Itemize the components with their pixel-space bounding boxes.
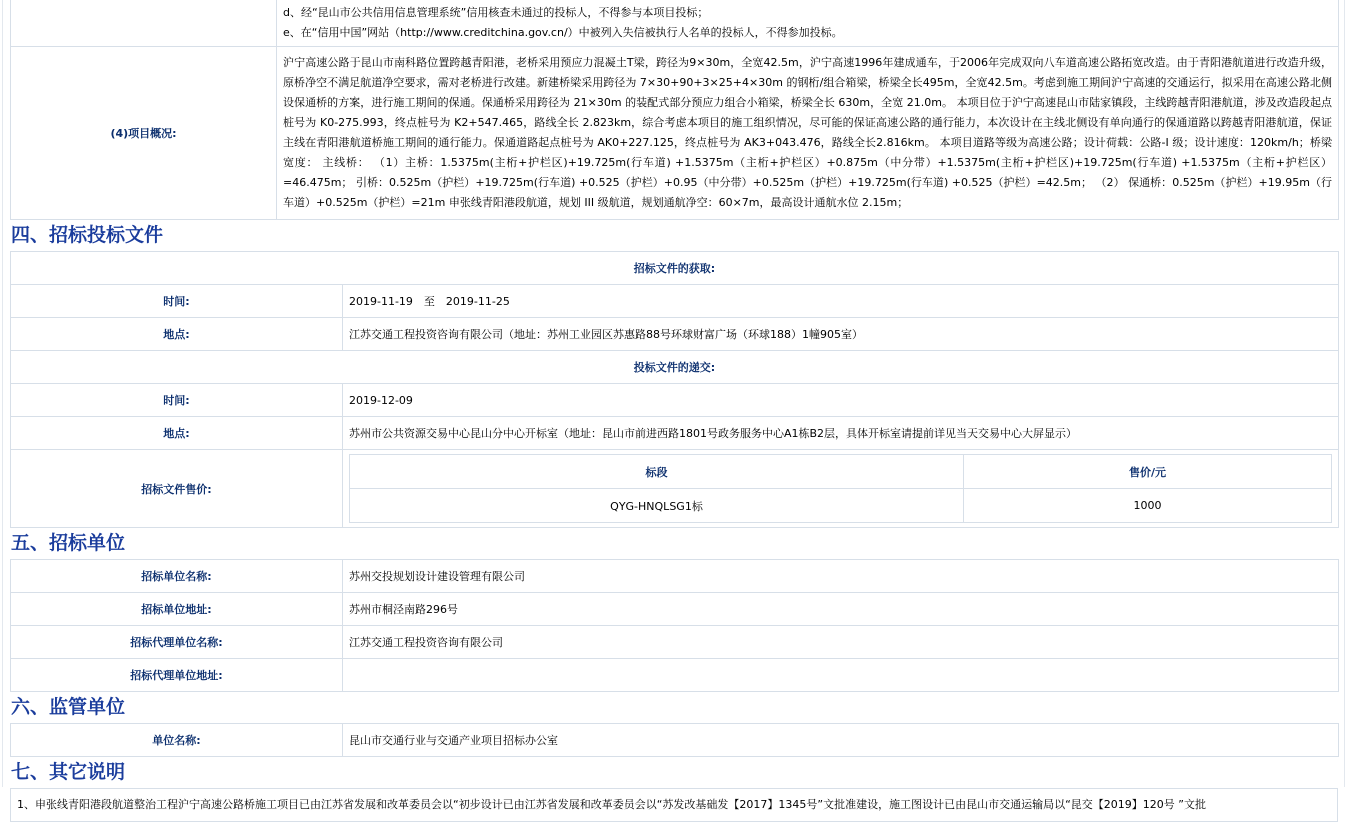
- qualification-table: [10, 0, 1339, 220]
- other-notes-table: [10, 788, 1338, 822]
- qualification-line-d: d、经“昆山市公共信用信息管理系统”信用核查未通过的投标人，不得参与本项目投标；: [283, 6, 709, 19]
- submit-time-value: 2019-12-09: [343, 384, 1339, 417]
- tenderer-address-value: 苏州市桐泾南路296号: [343, 593, 1339, 626]
- tenderer-address-label: 招标单位地址:: [11, 593, 343, 626]
- submit-time-label: 时间:: [11, 384, 343, 417]
- price-label: 招标文件售价:: [11, 450, 343, 528]
- qualification-cell: [277, 0, 1339, 47]
- supervisor-name-value: 昆山市交通行业与交通产业项目招标办公室: [343, 724, 1339, 757]
- price-table: [349, 454, 1332, 523]
- supervisor-name-label: 单位名称:: [11, 724, 343, 757]
- price-cell: [343, 450, 1339, 528]
- get-documents-title: 招标文件的获取:: [11, 252, 1339, 285]
- table-row: [350, 489, 1332, 523]
- agent-address-label: 招标代理单位地址:: [11, 659, 343, 692]
- section5-heading: 五、招标单位: [11, 532, 126, 554]
- agent-name-label: 招标代理单位名称:: [11, 626, 343, 659]
- section4-heading: 四、招标投标文件: [11, 224, 164, 246]
- price-row-price: 1000: [964, 489, 1332, 523]
- agent-name-value: 江苏交通工程投资咨询有限公司: [343, 626, 1339, 659]
- other-note-text: 1、申张线青阳港段航道整治工程沪宁高速公路桥施工项目已由江苏省发展和改革委员会以“初步设计已由江苏省发展和改革委员会以“苏发改基础发【2017】1345号”文批准建设，施工图设计已由昆山市交通运输局以“昆交【2019】120号 ”文批: [11, 789, 1338, 822]
- tenderer-table: [10, 559, 1339, 692]
- agent-address-value: [343, 659, 1339, 692]
- get-time-label: 时间:: [11, 285, 343, 318]
- get-time-value: 2019-11-19 至 2019-11-25: [343, 285, 1339, 318]
- empty-label-cell: [11, 0, 277, 47]
- submit-documents-title: 投标文件的递交:: [11, 351, 1339, 384]
- announcement-content: [10, 0, 1338, 822]
- section7-heading: 七、其它说明: [11, 761, 126, 783]
- supervisor-table: [10, 723, 1339, 757]
- tenderer-name-value: 苏州交投规划设计建设管理有限公司: [343, 560, 1339, 593]
- qualification-line-e: e、在“信用中国”网站（http://www.creditchina.gov.cn/）中被列入失信被执行人名单的投标人，不得参加投标。: [283, 26, 843, 39]
- get-place-label: 地点:: [11, 318, 343, 351]
- price-header-price: 售价/元: [964, 455, 1332, 489]
- price-row-section: QYG-HNQLSG1标: [350, 489, 964, 523]
- overview-text: 沪宁高速公路于昆山市南科路位置跨越青阳港，老桥采用预应力混凝土T梁，跨径为9×30m，全宽42.5m，沪宁高速1996年建成通车，于2006年完成双向八车道高速公路拓宽改造。由于青阳港航道进行改造升级，原桥净空不满足航道净空要求，需对老桥进行改建。新建桥梁采用跨径为 7×30+90+3×25+4×30m 的钢桁/组合箱梁，桥梁全长495m，全宽42.5m。考虑到施工期间沪宁高速的交通运行，拟采用在高速公路北侧设保通桥的方案，进行施工期间的保通。保通桥采用跨径为 21×30m 的装配式部分预应力组合小箱梁，桥梁全长 630m，全宽 21.0m。 本项目位于沪宁高速昆山市陆家镇段，主线跨越青阳港航道，涉及改造段起点桩号为 K0-275.993，终点桩号为 K2+547.465，路线全长 2.823km，综合考虑本项目的施工组织情况，尽可能的保证高速公路的通行能力，本次设计在主线北侧设有单向通行的保通道路以跨越青阳港航道，保证主线在青阳港航道桥施工期间的通行能力。保通道路起点桩号为 AK0+227.125，终点桩号为 AK3+043.476，路线全长2.816km。 本项目道路等级为高速公路；设计荷载：公路-I 级；设计速度：120km/h；桥梁宽度： 主线桥： （1）主桥：1.5375m(主桁+护栏区)+19.725m(行车道) +1.5375m（主桁+护栏区）+0.875m（中分带）+1.5375m(主桁+护栏区)+19.725m(行车道) +1.5375m（主桁+护栏区）=46.475m； 引桥：0.525m（护栏）+19.725m(行车道) +0.525（护栏）+0.95（中分带）+0.525m（护栏）+19.725m(行车道) +0.525（护栏）=42.5m； （2） 保通桥：0.525m（护栏）+19.95m（行车道）+0.525m（护栏）=21m 申张线青阳港段航道，规划 III 级航道，规划通航净空：60×7m，最高设计通航水位 2.15m；: [277, 47, 1339, 220]
- submit-place-value: 苏州市公共资源交易中心昆山分中心开标室（地址：昆山市前进西路1801号政务服务中心A1栋B2层，具体开标室请提前详见当天交易中心大屏显示）: [343, 417, 1339, 450]
- tenderer-name-label: 招标单位名称:: [11, 560, 343, 593]
- price-header-section: 标段: [350, 455, 964, 489]
- section6-heading: 六、监管单位: [11, 696, 126, 718]
- submit-place-label: 地点:: [11, 417, 343, 450]
- get-place-value: 江苏交通工程投资咨询有限公司（地址：苏州工业园区苏惠路88号环球财富广场（环球188）1幢905室）: [343, 318, 1339, 351]
- bid-documents-table: [10, 251, 1339, 528]
- overview-label: (4)项目概况:: [11, 47, 277, 220]
